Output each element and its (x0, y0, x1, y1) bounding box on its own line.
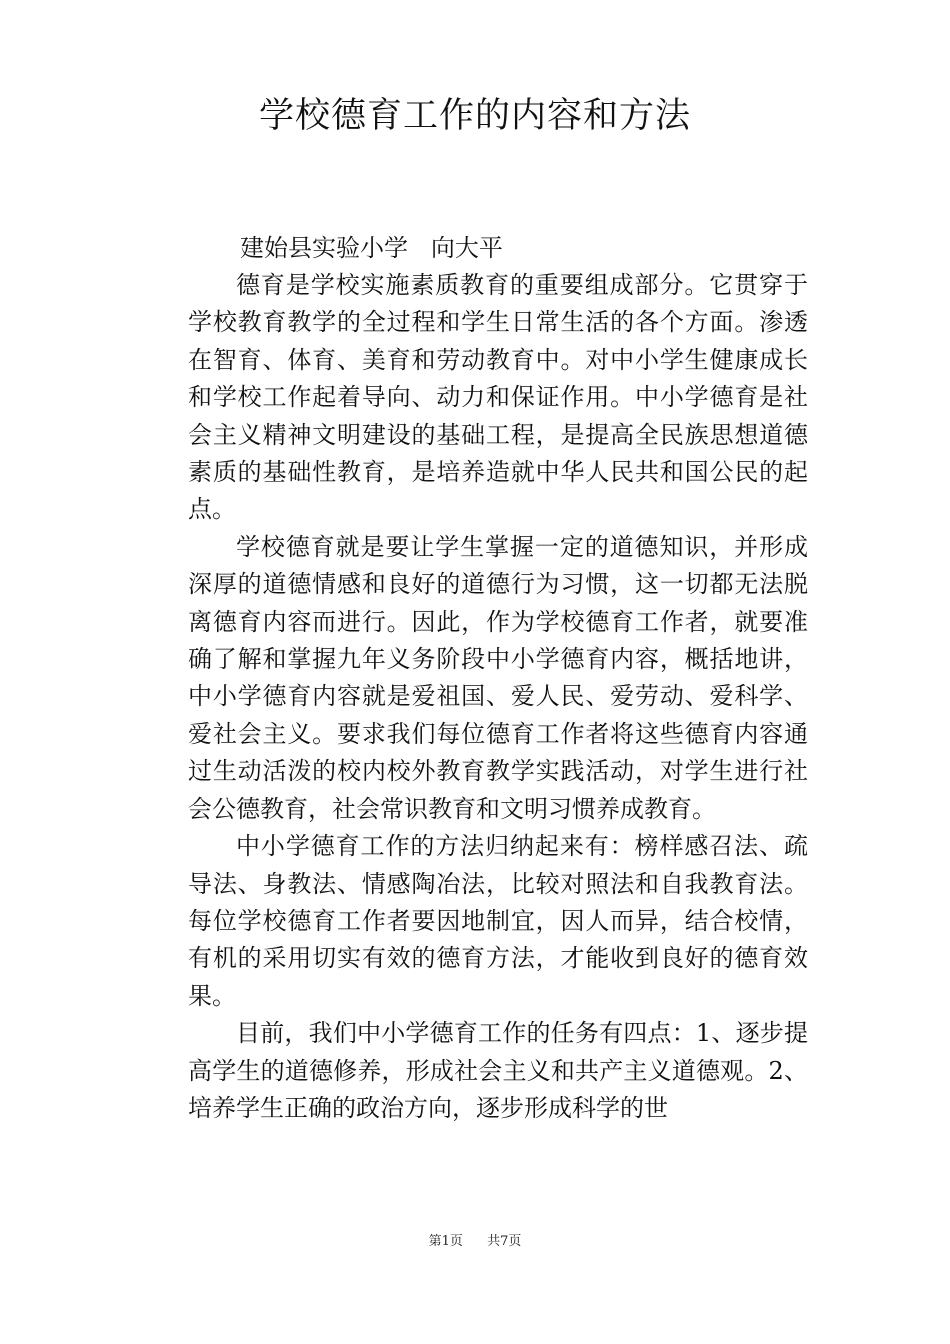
page-total: 共7页 (487, 1234, 522, 1249)
page-footer (0, 1232, 950, 1252)
document-body (188, 267, 808, 1127)
paragraph: 学校德育就是要让学生掌握一定的道德知识，并形成深厚的道德情感和良好的道德行为习惯，这一切都无法脱离德育内容而进行。因此，作为学校德育工作者，就要准确了解和掌握九年义务阶段中小学德育内容，概括地讲，中小学德育内容就是爱祖国、爱人民、爱劳动、爱科学、爱社会主义。要求我们每位德育工作者将这些德育内容通过生动活泼的校内校外教育教学实践活动，对学生进行社会公德教育，社会常识教育和文明习惯养成教育。 (188, 532, 808, 823)
author-line: 建始县实验小学 向大平 (240, 234, 503, 262)
paragraph: 德育是学校实施素质教育的重要组成部分。它贯穿于学校教育教学的全过程和学生日常生活的各个方面。渗透在智育、体育、美育和劳动教育中。对中小学生健康成长和学校工作起着导向、动力和保证作用。中小学德育是社会主义精神文明建设的基础工程，是提高全民族思想道德素质的基础性教育，是培养造就中华人民共和国公民的起点。 (188, 271, 808, 524)
paragraph: 目前，我们中小学德育工作的任务有四点：1、逐步提高学生的道德修养，形成社会主义和共产主义道德观。2、培养学生正确的政治方向，逐步形成科学的世 (188, 1019, 808, 1122)
document-title: 学校德育工作的内容和方法 (258, 96, 691, 136)
page-number: 第1页 (428, 1234, 463, 1249)
paragraph: 中小学德育工作的方法归纳起来有：榜样感召法、疏导法、身教法、情感陶冶法，比较对照法和自我教育法。每位学校德育工作者要因地制宜，因人而异，结合校情，有机的采用切实有效的德育方法，才能收到良好的德育效果。 (188, 832, 808, 1010)
